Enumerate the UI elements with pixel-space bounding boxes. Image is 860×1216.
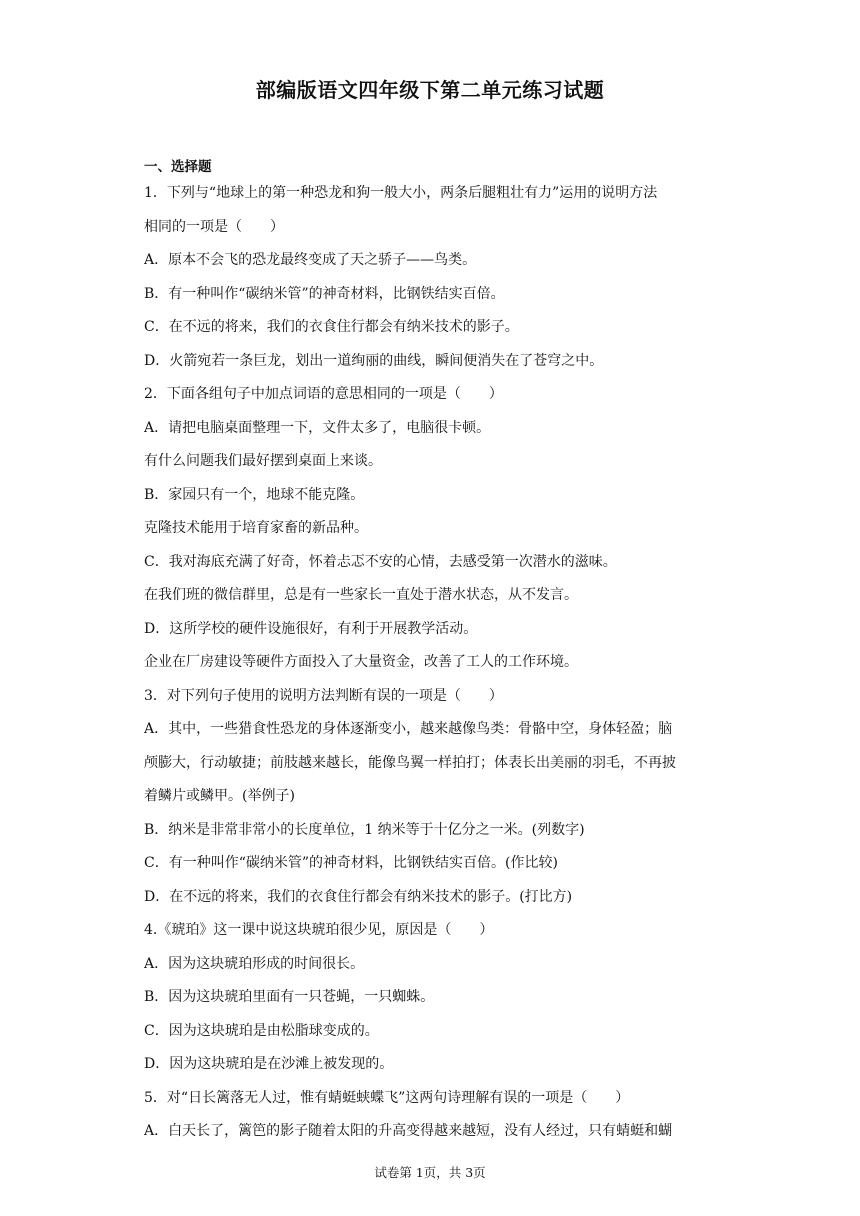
emphasis-dot-char: 水: [452, 587, 466, 603]
q1-option-a: A．原本不会飞的恐龙最终变成了天之骄子——鸟类。: [144, 252, 477, 268]
q1-option-c: C．在不远的将来，我们的衣食住行都会有纳米技术的影子。: [144, 319, 519, 335]
q3-option-d: D．在不远的将来，我们的衣食住行都会有纳米技术的影子。(打比方): [144, 888, 573, 905]
page-title: 部编版语文四年级下第二单元练习试题: [255, 78, 605, 102]
emphasis-dot-char: 硬: [239, 620, 254, 637]
q1-option-b: B．有一种叫作“碳纳米管”的神奇材料，比钢铁结实百倍。: [144, 285, 505, 302]
page-footer: 试卷第 1页，共 3页: [374, 1165, 486, 1180]
emphasis-dot-char: 潜: [438, 587, 452, 603]
q2-option-c-1: C．我对海底充满了好奇，怀着忐忑不安的心情，去感受第一次潜水的滋味。: [144, 553, 617, 570]
emphasis-dot-char: 件: [253, 620, 268, 637]
q2-option-b-1: B．家园只有一个，地球不能克隆。: [144, 486, 365, 503]
emphasis-dot-char: 硬: [256, 654, 270, 670]
q4-stem: 4.《琥珀》这一课中说这块琥珀很少见，原因是（ ）: [144, 922, 494, 938]
emphasis-dot-char: 水: [546, 553, 561, 570]
q3-stem: 3．对下列句子使用的说明方法判断有误的一项是（ ）: [144, 687, 503, 704]
q2-stem: 2．下面各组句子中加点词语的意思相同的一项是（ ）: [144, 386, 503, 402]
emphasized-word: [298, 453, 326, 469]
emphasis-dot-char: 桌: [224, 419, 239, 436]
q3-option-a-2: 颅膨大，行动敏捷；前肢越来越长，能像鸟翼一样拍打；体表长出美丽的羽毛，不再披: [144, 754, 676, 771]
q4-option-d: D．因为这块琥珀是在沙滩上被发现的。: [144, 1056, 394, 1072]
emphasis-dot-char: 隆: [158, 520, 172, 536]
q2-option-c-2: 在我们班的微信群里，总是有一些家长一直处于潜水状态，从不发言。: [144, 587, 578, 603]
emphasis-dot-char: 潜: [532, 553, 547, 570]
q2-option-a-1: A．请把电脑桌面整理一下，文件太多了，电脑很卡顿。: [144, 419, 491, 436]
q3-option-a-1: A．其中，一些猎食性恐龙的身体逐渐变小，越来越像鸟类：骨骼中空，身体轻盈；脑: [144, 721, 673, 737]
q1-stem: 1．下列与“地球上的第一种恐龙和狗一般大小，两条后腿粗壮有力”运用的说明方法: [144, 185, 658, 201]
emphasis-dot-char: 件: [270, 654, 284, 670]
q4-option-a: A．因为这块琥珀形成的时间很长。: [144, 955, 365, 972]
emphasized-word: [224, 420, 252, 436]
q3-option-a-3: 着鳞片或鳞甲。(举例子): [144, 788, 295, 804]
emphasized-word: [256, 654, 284, 670]
emphasized-word: [322, 487, 350, 503]
emphasis-dot-char: 桌: [298, 453, 312, 469]
emphasized-word: [533, 554, 561, 570]
q1-option-d: D．火箭宛若一条巨龙，划出一道绚丽的曲线，瞬间便消失在了苍穹之中。: [144, 352, 604, 369]
question-body: [144, 157, 719, 1155]
emphasized-word: [438, 587, 466, 603]
emphasized-word: [239, 621, 267, 637]
emphasis-dot-char: 克: [322, 486, 337, 503]
emphasis-dot-char: 面: [312, 453, 326, 469]
section-heading: 一、选择题: [144, 159, 212, 175]
q1-stem-cont: 相同的一项是（ ）: [144, 218, 284, 235]
q2-option-d-2: 企业在厂房建设等硬件方面投入了大量资金，改善了工人的工作环境。: [144, 654, 578, 670]
q3-option-c: C．有一种叫作“碳纳米管”的神奇材料，比钢铁结实百倍。(作比较): [144, 855, 558, 871]
q4-option-b: B．因为这块琥珀里面有一只苍蝇，一只蜘蛛。: [144, 989, 435, 1005]
q5-stem: 5．对“日长篱落无人过，惟有蜻蜓蛱蝶飞”这两句诗理解有误的一项是（ ）: [144, 1089, 630, 1106]
emphasis-dot-char: 隆: [336, 486, 351, 503]
q5-option-a-1: A．白天长了，篱笆的影子随着太阳的升高变得越来越短，没有人经过，只有蜻蜓和蝴: [144, 1123, 673, 1139]
emphasis-dot-char: 面: [238, 419, 253, 436]
emphasis-dot-char: 克: [144, 520, 158, 536]
q3-option-b: B．纳米是非常非常小的长度单位，1 纳米等于十亿分之一米。(列数字): [144, 821, 585, 838]
emphasized-word: [144, 520, 172, 536]
q2-option-b-2: 克隆技术能用于培育家畜的新品种。: [144, 520, 368, 536]
q2-option-a-2: 有什么问题我们最好摆到桌面上来谈。: [144, 453, 382, 469]
q2-option-d-1: D．这所学校的硬件设施很好，有利于开展教学活动。: [144, 620, 478, 637]
q4-option-c: C．因为这块琥珀是由松脂球变成的。: [144, 1022, 379, 1039]
